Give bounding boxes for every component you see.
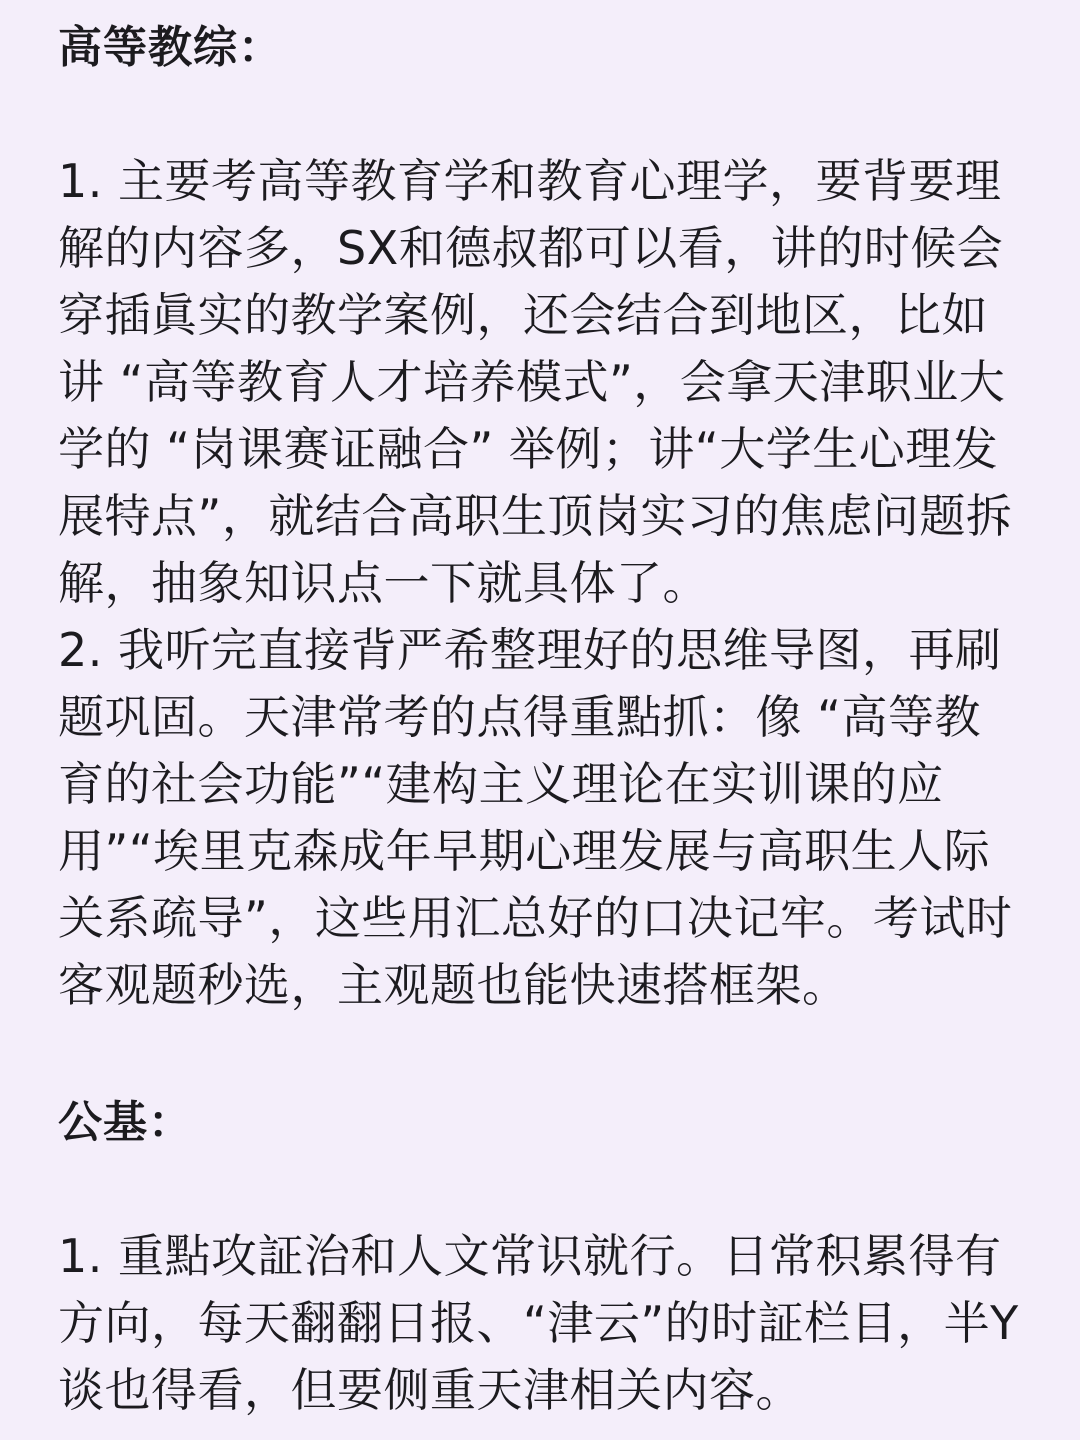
spacer — [58, 1155, 1022, 1223]
section-title-higher-education: 高等教综： — [58, 22, 283, 73]
paragraph-higher-education-1: 1. 主要考高等教育学和教育心理学，要背要理解的内容多，SX和德叔都可以看，讲的时候会穿插眞实的教学案例，还会结合到地区，比如讲 “高等教育人才培养模式”，会拿天津职业大学的 “岗课赛证融合” 举例；讲“大学生心理发展特点”，就结合高职生顶岗实习的焦虑问题拆解，抽象知识点一下就具体了。 — [58, 154, 1013, 610]
section-title-public-basics: 公基： — [58, 1097, 193, 1148]
spacer — [58, 80, 1022, 148]
paragraph-higher-education-2: 2. 我听完直接背严希整理好的思维导图，再刷题巩固。天津常考的点得重點抓：像 “高等教育的社会功能”“建构主义理论在实训课的应用”“埃里克森成年早期心理发展与高职生人际关系疏导”，这些用汇总好的口决记牢。考试时客观题秒选，主观题也能快速搭框架。 — [58, 623, 1013, 1012]
paragraph-public-basics-1: 1. 重點攻証治和人文常识就行。日常积累得有方向，每天翻翻日报、“津云”的时証栏目，半Y谈也得看，但要侧重天津相关内容。 — [58, 1229, 1019, 1417]
spacer — [58, 1019, 1022, 1091]
